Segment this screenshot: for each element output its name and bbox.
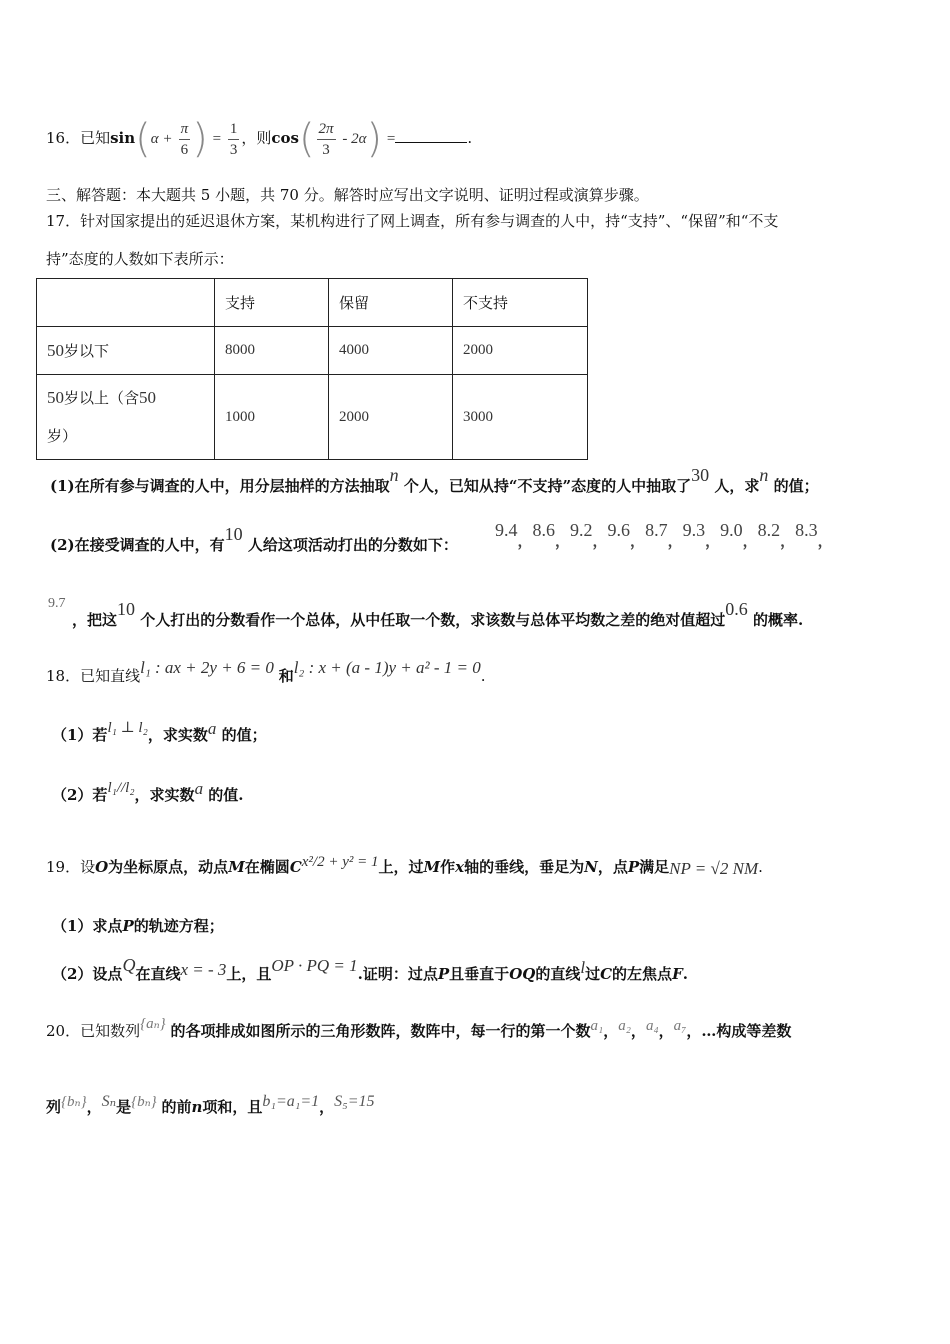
q20-Sn: Sₙ [101,1093,117,1110]
q17-part2-a: (2)在接受调查的人中，有 [50,536,225,554]
q19-h: 满足 [639,858,670,876]
q20-an: {aₙ} [140,1016,166,1032]
q17-part1-30: 30 [691,465,710,485]
q17-part1-c: 人，求 [714,477,760,495]
q18-part1 [52,719,267,747]
q16-three: 3 [229,141,238,158]
q18-p2-a: （2）若 [52,786,108,804]
score-item: 8.6 [532,520,556,540]
q17-part1-n: n [389,465,399,485]
q16-answer-blank[interactable] [395,128,467,143]
q20-bn2: {bₙ} [131,1094,157,1110]
q20-g: 项和，且 [202,1098,263,1116]
q20-line1: 20．已知数列{aₙ} 的各项排成如图所示的三角形数阵，数阵中，每一行的第一个数a₁，a₂，a₄，a₇，…构成等差数 [46,1016,792,1040]
q19-rel: NP = √2 NM [669,859,759,878]
q17-part1-n2: n [759,465,769,485]
score-item: 9.0 [720,520,743,540]
q16-alpha: α [150,131,159,147]
row2-age-text2: 岁） [47,427,78,445]
q19-M: M [228,858,245,876]
q20-b: 的各项排成如图所示的三角形数阵，数阵中，每一行的第一个数 [170,1022,591,1040]
q19-p1: （1）求点 [52,917,123,935]
score-item: 9.6 [607,520,631,540]
q19-p2-e: 且垂直于 [449,965,510,983]
q16-eq: = [212,131,222,147]
q17-line2: 持”态度的人数如下表所示： [46,250,234,268]
q16-period: . [467,129,473,147]
q17-part1-b: 个人，已知从持“不支持”态度的人中抽取了 [403,477,692,495]
q19-e: 作 [440,858,456,876]
table-row [37,375,588,460]
q16-pi: π [179,119,191,140]
q20-a4: a₄ [645,1018,659,1034]
q19-p2-F: F [672,965,683,983]
q16-frac-pi-6 [179,119,191,160]
score-last: 9.7 [48,596,66,611]
q16-number: 16．已知 [46,129,111,147]
table-cell: 8000 [215,327,329,375]
q18-dot: . [480,667,486,685]
q17-part2-10b: 10 [117,599,136,619]
q19-p2-Q: Q [122,955,136,975]
q19-g: ，点 [597,858,628,876]
q16-three-b: 3 [322,141,330,158]
q17-part1-a: (1)在所有参与调查的人中，用分层抽样的方法抽取 [50,477,390,495]
q18-p1-a: （1）若 [52,726,108,744]
q16-then: ，则 [241,129,272,147]
q18-part2 [52,779,244,807]
q18-line [46,658,486,687]
q20-f: 的前 [161,1098,192,1116]
q19-C: C [289,858,302,876]
q19-p2-P: P [437,965,450,983]
q17-part1-d: 的值； [773,477,819,495]
q16-paren-right2: ) [366,116,383,162]
q19-p2-f: 的直线 [535,965,581,983]
q18-p2-b: ，求实数 [134,786,195,804]
q19-end: . [758,858,763,876]
q19-P: P [627,858,640,876]
q19-p2-l: l [580,958,586,977]
q20-cond1: b₁=a₁=1 [262,1093,320,1110]
q20-sep: ， [86,1098,102,1116]
table-cell: 2000 [453,327,588,375]
q17-part2-10: 10 [224,524,243,544]
q19-p2-OQ: OQ [509,965,536,983]
table-header-reserve: 保留 [329,279,453,327]
q20-d: 列 [46,1098,62,1116]
q19-x: x [455,858,465,876]
q16-plus: + [163,131,172,147]
q20-n: n [191,1098,203,1116]
q19-p1-P: P [122,917,134,935]
q20-bn: {bₙ} [61,1094,87,1110]
q19-p2-line: x = - 3 [180,960,227,979]
q16-frac-1-3 [228,119,240,160]
q16-two-pi: 2π [317,119,336,140]
q19-p2-d: .证明：过点 [357,965,438,983]
q19-part1 [52,915,224,937]
q19-p2-h: 的左焦点 [612,965,673,983]
q20-a7: a₇ [673,1018,687,1034]
q16-paren-right: ) [192,116,208,162]
q19-a: 19．设 [46,858,96,876]
table-row1-label [37,327,215,375]
q16-frac-2pi-3 [317,119,336,160]
row1-age-num: 50 [47,341,64,360]
q16-line [46,116,472,161]
q16-six: 6 [180,141,189,158]
q19-ellipse: x²/2 + y² = 1 [301,854,379,870]
q16-paren-left: ( [135,116,151,162]
row1-age-text: 岁以下 [64,342,110,360]
row2-age-num2: 50 [139,388,157,407]
q19-d: 上，过 [378,858,424,876]
score-item: 9.3 [682,520,706,540]
q17-part2-d: 个人打出的分数看作一个总体，从中任取一个数，求该数与总体平均数之差的绝对值超过 [140,611,726,629]
q19-p2-C: C [600,965,613,983]
q18-and: 和 [278,667,294,685]
q19-p2-c: 上，且 [226,965,272,983]
score-list: $9.4_,8.6_,9.2_,9.6_,8.7_,9.3_,9.0_,8.2_,8.3_,$ [495,520,833,550]
q20-c: ，…构成等差数 [686,1022,792,1040]
q19-p2-b: 在直线 [135,965,181,983]
q19-c: 在椭圆 [244,858,290,876]
q19-p2-dot: OP · PQ = 1 [271,956,358,975]
q18-p1-c: 的值； [221,726,267,744]
q19-b: 为坐标原点，动点 [108,858,229,876]
q18-l1: l₁ : ax + 2y + 6 = 0 [140,658,274,677]
q19-M2: M [423,858,441,876]
q16-paren-left2: ( [298,116,315,162]
q20-a: 20．已知数列 [46,1022,141,1040]
q18-p2-c: 的值. [208,786,244,804]
q19-p2-a: （2）设点 [52,965,123,983]
q17-part2-c: ，把这 [72,611,118,629]
q17-part2-e: 的概率. [753,611,804,629]
score-item: 8.2 [757,520,781,540]
q19-N: N [584,858,598,876]
q19-part2 [52,955,688,985]
q20-a1: a₁ [590,1018,604,1034]
q20-line2: 列{bₙ}，Sₙ是{bₙ} 的前n项和，且b₁=a₁=1，S₅=15 [46,1093,375,1116]
q19-line [46,856,763,879]
q18-l2: l₂ : x + (a - 1)y + a² - 1 = 0 [293,658,481,677]
section-3-heading: 三、解答题：本大题共 5 小题，共 70 分。解答时应写出文字说明、证明过程或演算步骤。 [46,186,649,204]
q16-eq2: = [386,131,396,147]
q16-one: 1 [228,119,240,140]
q18-intro: 18．已知直线 [46,667,141,685]
table-header-row [37,279,588,327]
table-header-oppose: 不支持 [453,279,588,327]
table-cell: 4000 [329,327,453,375]
score-item: 9.4 [495,520,518,540]
q20-e: 是 [116,1098,132,1116]
q16-minus-two-alpha: - 2α [342,131,367,147]
q17-table [36,278,588,460]
score-item: 9.2 [570,520,593,540]
table-cell: 2000 [329,375,453,460]
score-item: 8.7 [645,520,668,540]
q17-part2-b: 人给这项活动打出的分数如下： [247,536,458,554]
table-header-support: 支持 [215,279,329,327]
table-row [37,327,588,375]
table-row2-label [37,375,215,460]
q17-part2-line2 [72,599,804,631]
q18-p1-rel: l₁ ⊥ l₂ [107,720,148,736]
q19-O: O [95,858,109,876]
q20-a2: a₂ [618,1018,631,1034]
q20-cond2: S₅=15 [334,1093,375,1110]
q18-p2-rel: l₁//l₂ [107,780,135,796]
table-cell: 3000 [453,375,588,460]
q17-part2-06: 0.6 [725,599,748,619]
q19-p1-b: 的轨迹方程； [133,917,224,935]
q16-cos: cos [271,129,299,147]
q19-p2-g: 过 [585,965,601,983]
score-item: 8.3 [795,520,818,540]
q18-p2-var: a [194,779,204,798]
table-header-empty [37,279,215,327]
q18-p1-b: ，求实数 [147,726,208,744]
q19-p2-end: . [682,965,688,983]
q18-p1-var: a [207,719,217,738]
row2-age-num: 50 [47,388,64,407]
q17-part1 [50,465,819,497]
q17-line1: 17．针对国家提出的延迟退休方案，某机构进行了网上调查，所有参与调查的人中，持“支持”、“保留”和“不支 [46,212,779,230]
q17-part2-line1 [50,524,458,556]
table-cell: 1000 [215,375,329,460]
row2-age-text: 岁以上（含 [64,389,140,407]
q16-sin: sin [110,129,136,147]
q19-f: 轴的垂线，垂足为 [464,858,585,876]
